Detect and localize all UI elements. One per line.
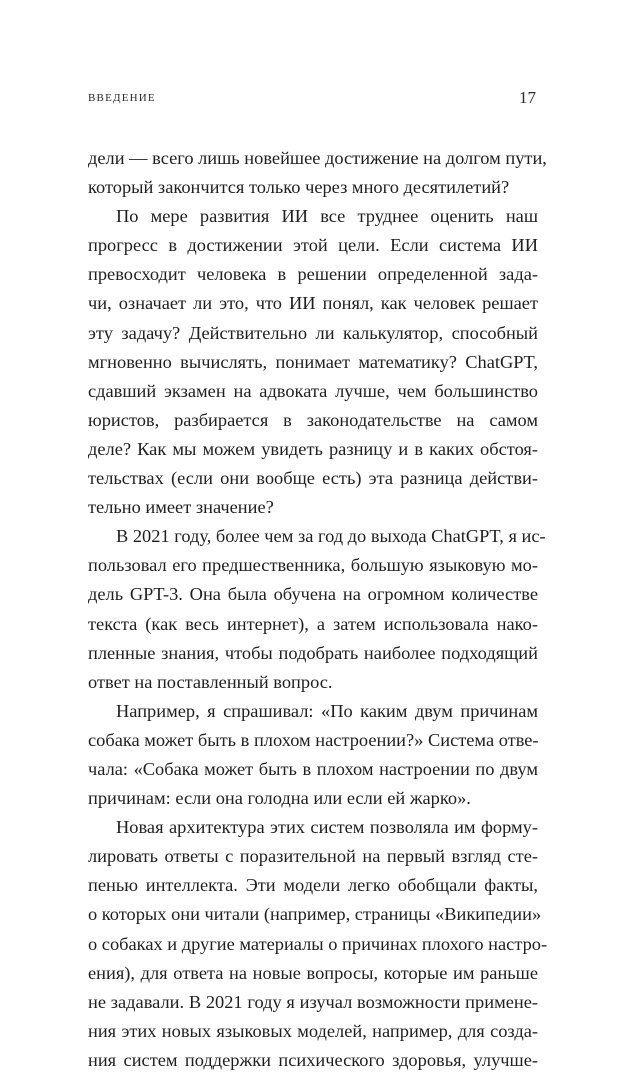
text-line: пользовал его предшественника, большую языковую мо-	[88, 555, 538, 576]
body-text	[88, 144, 548, 1075]
text-line: чала: «Собака может быть в плохом настроении по двум	[88, 758, 538, 779]
text-line: Новая архитектура этих систем позволяла им форму-	[116, 817, 538, 838]
text-line: ния этих новых языковых моделей, например, для созда-	[88, 1020, 538, 1041]
text-line: превосходит человека в решении определенной зада-	[88, 264, 538, 285]
text-line: эту задачу? Действительно ли калькулятор, способный	[88, 322, 538, 343]
text-line: деле? Как мы можем увидеть разницу и в каких обстоя-	[88, 438, 538, 459]
text-line: пленные знания, чтобы подобрать наиболее подходящий	[88, 642, 538, 663]
text-line: По мере развития ИИ все труднее оценить наш	[116, 206, 538, 227]
text-line: сдавший экзамен на адвоката лучше, чем большинство	[88, 380, 538, 401]
text-line: В 2021 году, более чем за год до выхода ChatGPT, я ис-	[116, 526, 546, 547]
text-line: ответ на поставленный вопрос.	[88, 671, 333, 692]
text-line: который закончится только через много десятилетий?	[88, 177, 510, 198]
text-line: лировать ответы с поразительной на первый взгляд сте-	[88, 846, 538, 867]
text-line: тельствах (если они вообще есть) эта разница действи-	[88, 468, 538, 489]
text-line: текста (как весь интернет), а затем использовала нако-	[88, 613, 538, 634]
text-line: дели — всего лишь новейшее достижение на долгом пути,	[88, 148, 547, 168]
page-number: 17	[519, 88, 536, 107]
text-line: не задавали. В 2021 году я изучал возможности примене-	[88, 991, 538, 1012]
text-line: прогресс в достижении этой цели. Если система ИИ	[88, 235, 538, 256]
text-line: Например, я спрашивал: «По каким двум причинам	[116, 700, 538, 721]
running-head: ВВЕДЕНИЕ	[88, 92, 156, 104]
text-line: ния систем поддержки психического здоровья, улучше-	[88, 1049, 538, 1070]
text-line: тельно имеет значение?	[88, 497, 274, 518]
text-line: ения), для ответа на новые вопросы, которые им раньше	[88, 962, 538, 983]
text-line: о которых они читали (например, страницы «Википедии»	[88, 904, 542, 925]
text-line: о собаках и другие материалы о причинах плохого настро-	[88, 933, 548, 954]
text-line: юристов, разбирается в законодательстве на самом	[88, 409, 538, 430]
text-line: собака может быть в плохом настроении?» Система отве-	[88, 729, 539, 750]
text-line: мгновенно вычислять, понимает математику? ChatGPT,	[88, 351, 538, 372]
text-line: пенью интеллекта. Эти модели легко обобщали факты,	[88, 875, 538, 896]
text-line: чи, означает ли это, что ИИ понял, как человек решает	[88, 293, 538, 314]
text-line: причинам: если она голодна или если ей жарко».	[88, 788, 471, 809]
text-line: дель GPT-3. Она была обучена на огромном количестве	[88, 584, 538, 605]
